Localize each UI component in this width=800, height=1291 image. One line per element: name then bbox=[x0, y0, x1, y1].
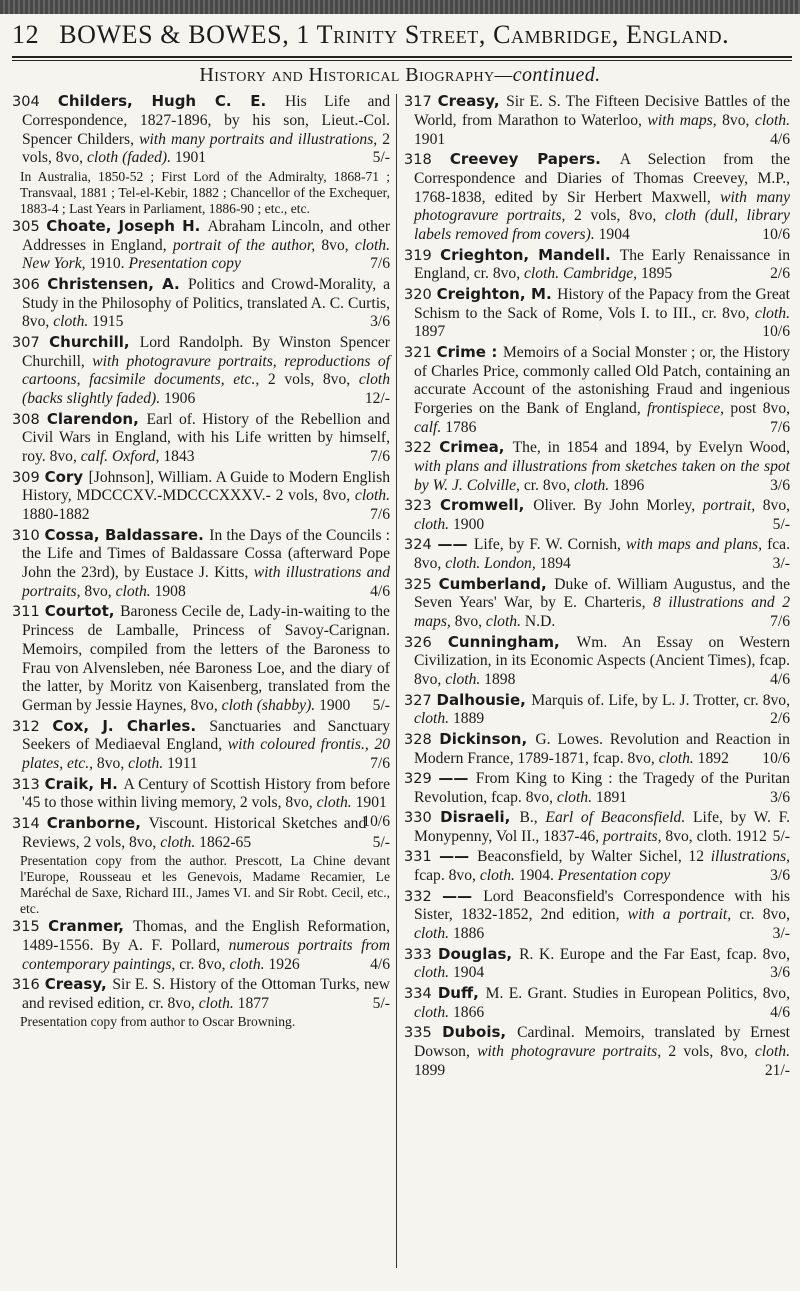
entry-date: 1911 bbox=[167, 755, 198, 773]
entry-binding: cloth (dull, library labels removed from covers). bbox=[414, 207, 790, 244]
entry-price: 2/6 bbox=[770, 265, 790, 283]
entry-number: 333 bbox=[404, 946, 439, 963]
entry-binding: cloth. Cambridge, bbox=[524, 265, 641, 283]
catalogue-entry bbox=[404, 343, 790, 438]
entry-text: In the Days of the Councils : the Life and Times of Baldassare Cossa (afterward Pope John the 23rd), by Eustace J. Kitts, bbox=[22, 526, 390, 582]
entry-binding: cloth. bbox=[754, 304, 790, 322]
entry-binding: cloth. bbox=[316, 794, 356, 812]
entry-heading: Creevey Papers. bbox=[449, 149, 620, 168]
entry-text: Life, by F. W. Cornish, bbox=[473, 536, 627, 554]
entry-presentation: Presentation copy bbox=[557, 867, 671, 885]
entry-heading: Dubois, bbox=[442, 1022, 518, 1041]
entry-number: 320 bbox=[404, 286, 437, 303]
entry-price: 3/6 bbox=[770, 867, 790, 885]
entry-date: 1889 bbox=[452, 710, 485, 728]
catalogue-entry bbox=[12, 410, 390, 467]
entry-binding: cloth. bbox=[414, 925, 453, 943]
left-column bbox=[12, 92, 390, 1030]
entry-number: 309 bbox=[12, 469, 45, 486]
entry-number: 321 bbox=[404, 344, 437, 361]
entry-heading: Courtot, bbox=[44, 602, 121, 621]
entry-format: fca. 8vo, bbox=[414, 536, 790, 573]
entry-heading: Cory bbox=[44, 467, 89, 486]
entry-price: 12/- bbox=[364, 390, 390, 408]
entry-format: 8vo, bbox=[762, 497, 791, 515]
catalogue-entry bbox=[404, 575, 790, 632]
entry-date: 1908 bbox=[154, 582, 186, 600]
catalogue-entry bbox=[404, 1023, 790, 1080]
entry-italic: with photogravure portraits, bbox=[477, 1042, 669, 1060]
entry-number: 330 bbox=[404, 810, 441, 827]
entry-format: post 8vo, bbox=[730, 400, 791, 418]
entry-heading: Cranborne, bbox=[46, 813, 149, 832]
entry-date: 1896 bbox=[613, 476, 645, 494]
entry-heading: Creasy, bbox=[44, 975, 113, 993]
top-border-band bbox=[0, 0, 800, 14]
entry-text: Memoirs of a Social Monster ; or, the History of Charles Price, commonly called Old Patch, containing an accurate Account of the astonishing Fraud and ingenious Forgeries on the Bank of England, bbox=[414, 343, 790, 418]
catalogue-entry bbox=[404, 535, 790, 574]
entry-binding: cloth. bbox=[115, 582, 155, 600]
header-rule bbox=[12, 56, 792, 58]
entry-text: Lord Beaconsfield's Correspondence with his Sister, 1832-1852, 2nd edition, bbox=[414, 887, 790, 924]
entry-number: 334 bbox=[404, 985, 438, 1002]
entry-text: Sir E. S. History of the Ottoman Turks, new and revised edition, cr. 8vo, bbox=[22, 976, 390, 1012]
entry-heading: Cromwell, bbox=[439, 496, 534, 515]
entry-date: 1904 bbox=[452, 964, 485, 982]
column-divider bbox=[396, 94, 397, 1268]
entry-text: Viscount. Historical Sketches and Reviews, 2 vols, 8vo, bbox=[22, 814, 367, 851]
entry-price: 4/6 bbox=[370, 582, 390, 600]
entry-binding: cloth (backs slightly faded). bbox=[22, 371, 390, 408]
catalogue-entry bbox=[404, 246, 790, 285]
entry-number: 306 bbox=[12, 276, 48, 293]
entry-binding: cloth. bbox=[485, 613, 525, 631]
entry-price: 10/6 bbox=[762, 226, 790, 244]
entry-date: 8vo, cloth. 1912 bbox=[665, 828, 767, 845]
entry-text: Marquis of. Life, by L. J. Trotter, cr. 8vo, bbox=[531, 691, 790, 709]
entry-format: cr. 8vo, bbox=[523, 476, 575, 494]
entry-heading: —— bbox=[438, 769, 476, 788]
entry-binding: cloth. bbox=[574, 476, 614, 494]
entry-price: 7/6 bbox=[770, 613, 790, 631]
entry-italic: with maps and plans, bbox=[626, 536, 768, 554]
entry-format: 2 vols, 8vo, bbox=[668, 1042, 755, 1060]
entry-number: 332 bbox=[404, 888, 443, 905]
entry-binding: cloth (faded). bbox=[86, 149, 175, 167]
entry-number: 310 bbox=[12, 527, 45, 544]
header-rule-thin bbox=[12, 60, 792, 61]
entry-date: 1901 bbox=[355, 794, 387, 812]
entry-number: 329 bbox=[404, 771, 439, 788]
entry-number: 317 bbox=[404, 94, 438, 110]
catalogue-entry bbox=[404, 633, 790, 690]
entry-binding: cloth. bbox=[658, 749, 698, 767]
entry-date: 1895 bbox=[640, 265, 673, 283]
entry-price: 4/6 bbox=[770, 1003, 790, 1021]
entry-binding: cloth. bbox=[128, 755, 168, 773]
entry-heading: Cunningham, bbox=[447, 632, 577, 651]
entry-date: 1900 bbox=[452, 516, 485, 534]
catalogue-entry bbox=[12, 975, 390, 1014]
page-header bbox=[12, 20, 792, 60]
entry-italic: with maps, bbox=[647, 111, 723, 129]
entry-date: 1900 bbox=[319, 697, 351, 715]
entry-binding: cloth. bbox=[445, 671, 485, 689]
entry-price: 2/6 bbox=[770, 710, 790, 728]
entry-italic: portrait of the author, bbox=[172, 236, 322, 254]
entry-heading: Cossa, Baldassare. bbox=[44, 525, 210, 544]
entry-date: 1915 bbox=[92, 313, 124, 331]
entry-price: 3/6 bbox=[370, 313, 390, 331]
entry-price: 7/6 bbox=[370, 755, 390, 773]
entry-italic: frontispiece, bbox=[647, 400, 731, 418]
entry-date: 1904. bbox=[518, 867, 558, 885]
entry-number: 304 bbox=[12, 94, 58, 110]
entry-number: 319 bbox=[404, 247, 441, 264]
section-continued: —continued. bbox=[494, 64, 601, 86]
entry-number: 327 bbox=[404, 692, 437, 709]
entry-date: 1886 bbox=[452, 925, 485, 943]
entry-price: 3/6 bbox=[770, 964, 790, 982]
entry-heading: Dickinson, bbox=[439, 729, 536, 748]
catalogue-entry bbox=[12, 217, 390, 274]
entry-text: Cardinal. Memoirs, translated by Ernest Dowson, bbox=[414, 1023, 790, 1060]
entry-price: 3/6 bbox=[770, 476, 790, 494]
entry-number: 323 bbox=[404, 498, 440, 515]
entry-date: 1901 bbox=[414, 130, 446, 148]
entry-binding: cloth. bbox=[479, 867, 519, 885]
catalogue-entry bbox=[404, 945, 790, 984]
entry-heading: —— bbox=[442, 886, 484, 905]
entry-binding: cloth (shabby). bbox=[221, 697, 320, 715]
entry-date: 1898 bbox=[484, 671, 516, 689]
entry-format: 8vo, bbox=[722, 111, 755, 129]
entry-heading: Cox, J. Charles. bbox=[52, 716, 210, 735]
entry-note: Presentation copy from author to Oscar Browning. bbox=[20, 1014, 296, 1030]
entry-format: 2 vols, 8vo, bbox=[574, 207, 665, 225]
entry-binding: cloth. New York, bbox=[22, 236, 390, 273]
entry-binding: cloth. London, bbox=[445, 555, 540, 573]
entry-price: 10/6 bbox=[362, 813, 390, 831]
entry-text: Beaconsfield, by Walter Sichel, 12 bbox=[477, 848, 711, 866]
entry-date: 1910. bbox=[89, 255, 129, 273]
entry-binding: cloth. bbox=[229, 955, 269, 973]
entry-price: 7/6 bbox=[770, 418, 790, 436]
entry-text: [Johnson], William. A Guide to Modern English History, MDCCCXV.-MDCCCXXXV.- 2 vols, 8vo, bbox=[22, 468, 390, 505]
entry-presentation: Presentation copy bbox=[128, 255, 241, 273]
entry-date: 1926 bbox=[268, 955, 300, 973]
catalogue-entry bbox=[404, 496, 790, 535]
catalogue-entry bbox=[12, 468, 390, 525]
entry-text: The Early Renaissance in England, cr. 8vo, bbox=[414, 246, 790, 283]
entry-date: N.D. bbox=[524, 613, 556, 631]
catalogue-entry bbox=[12, 333, 390, 409]
entry-number: 318 bbox=[404, 151, 450, 168]
entry-heading: Choate, Joseph H. bbox=[46, 216, 208, 235]
catalogue-entry bbox=[12, 526, 390, 602]
entry-number: 307 bbox=[12, 334, 50, 351]
entry-text: Sanctuaries and Sanctuary Seekers of Mediaeval England, bbox=[22, 717, 390, 754]
catalogue-entry bbox=[12, 275, 390, 332]
entry-number: 328 bbox=[404, 731, 440, 748]
entry-text: Sir E. S. The Fifteen Decisive Battles of the World, from Marathon to Waterloo, bbox=[414, 93, 790, 129]
entry-text: History of the Papacy from the Great Schism to the Sack of Rome, Vols I. to III., cr. 8vo, bbox=[414, 285, 790, 322]
publisher-line: BOWES & BOWES, 1 Trinity Street, Cambridge, England. bbox=[59, 20, 730, 49]
entry-text: A Selection from the Correspondence and Diaries of Thomas Creevey, M.P., 1768-1838, edited by Sir Herbert Maxwell, bbox=[414, 150, 790, 206]
entry-text: Wm. An Essay on Western Civilization, in its Economic Aspects (Ancient Times), fcap. 8vo, bbox=[414, 633, 790, 689]
entry-heading: Churchill, bbox=[49, 332, 140, 351]
entry-heading: —— bbox=[439, 847, 478, 866]
entry-format: 2 vols, 8vo, bbox=[267, 371, 359, 389]
section-heading bbox=[0, 64, 800, 87]
entry-number: 313 bbox=[12, 776, 45, 793]
entry-italic: numerous portraits from contemporary paintings, bbox=[22, 936, 390, 973]
entry-price: 5/- bbox=[372, 697, 390, 715]
catalogue-entry bbox=[12, 917, 390, 974]
entry-binding: calf. bbox=[414, 418, 446, 436]
entry-date: 1880-1882 bbox=[22, 506, 90, 524]
entry-text: His Life and Correspondence, 1827-1896, by his son, Lieut.-Col. Spencer Childers, bbox=[22, 93, 390, 148]
entry-number: 324 bbox=[404, 537, 438, 554]
entry-price: 4/6 bbox=[370, 955, 390, 973]
entry-date: 1862-65 bbox=[199, 833, 252, 851]
entry-number: 322 bbox=[404, 440, 440, 457]
entry-italic: illustrations, bbox=[710, 848, 790, 866]
entry-heading: Creighton, M. bbox=[436, 284, 558, 303]
entry-number: 308 bbox=[12, 411, 47, 428]
entry-price: 3/- bbox=[772, 925, 790, 943]
entry-price: 5/- bbox=[372, 994, 390, 1012]
entry-date: 1894 bbox=[539, 555, 571, 573]
entry-date: 1899 bbox=[414, 1061, 446, 1079]
entry-text: Politics and Crowd-Morality, a Study in the Philosophy of Politics, translated A. C. Curtis, 8vo, bbox=[22, 275, 390, 331]
entry-price: 21/- bbox=[764, 1061, 790, 1079]
entry-number: 331 bbox=[404, 849, 440, 866]
catalogue-entry bbox=[404, 691, 790, 730]
catalogue-entry bbox=[404, 150, 790, 245]
catalogue-entry bbox=[404, 285, 790, 342]
entry-date: 1786 bbox=[445, 418, 477, 436]
entry-text: Duke of. William Augustus, and the Seven Years' War, by E. Charteris, bbox=[414, 575, 790, 612]
catalogue-entry bbox=[404, 847, 790, 886]
entry-text: Baroness Cecile de, Lady-in-waiting to the Princess de Lamballe, Princess of Savoy-Carignan. Memoirs, compiled from the letters of the Baroness to Frau von Alvensleben, née Baroness Loe, and the diary of the latter, by Moritz von Kaisenberg, translated from the German by Jessie Haynes, 8vo, bbox=[22, 603, 390, 715]
entry-italic: portrait, bbox=[702, 497, 763, 515]
entry-date: 1866 bbox=[452, 1003, 485, 1021]
entry-date: 1891 bbox=[595, 788, 628, 806]
entry-price: 5/- bbox=[372, 833, 390, 851]
entry-heading: Childers, Hugh C. E. bbox=[57, 92, 285, 110]
entry-format: cr. 8vo, bbox=[739, 906, 791, 924]
entry-number: 311 bbox=[12, 604, 45, 621]
catalogue-entry bbox=[12, 717, 390, 774]
entry-italic: 8 illustrations and 2 maps, bbox=[414, 594, 790, 631]
entry-text: The, in 1854 and 1894, by Evelyn Wood, bbox=[512, 439, 790, 457]
entry-date: 1892 bbox=[697, 749, 729, 767]
entry-text: Oliver. By John Morley, bbox=[533, 497, 703, 515]
entry-italic: with many photogravure portraits, bbox=[414, 188, 790, 225]
catalogue-entry bbox=[404, 730, 790, 769]
entry-price: 7/6 bbox=[370, 255, 390, 273]
entry-price: 5/- bbox=[772, 516, 790, 534]
entry-italic: with plans and illustrations from sketches taken on the spot by W. J. Colville, bbox=[414, 458, 790, 494]
catalogue-entry bbox=[12, 92, 390, 168]
catalogue-entry bbox=[404, 92, 790, 149]
entry-date: 1897 bbox=[414, 323, 446, 341]
entry-number: 314 bbox=[12, 815, 47, 832]
entry-number: 315 bbox=[12, 919, 49, 936]
entry-note: In Australia, 1850-52 ; First Lord of the Admiralty, 1868-71 ; Transvaal, 1881 ; Tel-el-Kebir, 1882 ; Chancellor of the Exchequer, 1883-4 ; Last Years in Parliament, 1886-90 ; etc., etc. bbox=[20, 168, 390, 216]
entry-heading: Clarendon, bbox=[46, 409, 147, 428]
catalogue-entry bbox=[12, 602, 390, 716]
entry-heading: Douglas, bbox=[438, 944, 520, 963]
entry-text: Abraham Lincoln, and other Addresses in England, bbox=[22, 217, 391, 254]
right-column bbox=[404, 92, 790, 1081]
entry-italic: with a portrait, bbox=[627, 906, 740, 924]
entry-italic: with many portraits and illustrations, bbox=[139, 130, 383, 148]
entry-binding: cloth. bbox=[160, 833, 200, 851]
entry-price: 7/6 bbox=[370, 506, 390, 524]
entry-text: G. Lowes. Revolution and Reaction in Modern France, 1789-1871, fcap. 8vo, bbox=[414, 730, 790, 767]
entry-format: 8vo, bbox=[84, 582, 116, 600]
entry-heading: Duff, bbox=[437, 983, 486, 1002]
catalogue-entry bbox=[404, 887, 790, 944]
entry-price: 5/- bbox=[372, 149, 390, 167]
section-title: History and Historical Biography bbox=[199, 64, 495, 86]
entry-italic: with photogravure portraits, reproductions of cartoons, facsimile documents, etc., bbox=[22, 352, 390, 389]
entry-text: R. K. Europe and the Far East, fcap. 8vo, bbox=[519, 945, 790, 963]
entry-format: 8vo, bbox=[321, 236, 355, 254]
entry-format: 8vo, bbox=[96, 755, 129, 773]
entry-text: From King to King : the Tragedy of the Puritan Revolution, fcap. 8vo, bbox=[414, 770, 790, 806]
entry-heading: Cranmer, bbox=[48, 917, 134, 936]
entry-number: 312 bbox=[12, 718, 53, 735]
entry-price: 7/6 bbox=[370, 448, 390, 466]
entry-format: cr. 8vo, bbox=[179, 955, 230, 973]
entry-binding: cloth. bbox=[354, 487, 390, 505]
entry-price: 4/6 bbox=[770, 130, 790, 148]
entry-format: Life, by W. F. Monypenny, Vol II., 1837-46, bbox=[414, 809, 790, 845]
entry-heading: Crimea, bbox=[439, 438, 513, 457]
catalogue-entry bbox=[404, 438, 790, 495]
entry-binding: calf. Oxford, bbox=[80, 448, 164, 466]
entry-text: A Century of Scottish History from before '45 to those within living memory, 2 vols, 8vo, bbox=[22, 775, 390, 812]
entry-heading: —— bbox=[437, 535, 474, 554]
entry-number: 325 bbox=[404, 576, 439, 593]
entry-date: 1843 bbox=[163, 448, 195, 466]
entry-heading: Christensen, A. bbox=[47, 274, 188, 293]
entry-number: 326 bbox=[404, 634, 448, 651]
entry-heading: Dalhousie, bbox=[436, 690, 532, 709]
entry-price: 3/- bbox=[772, 555, 790, 573]
catalogue-entry bbox=[404, 808, 790, 847]
entry-number: 316 bbox=[12, 977, 45, 993]
entry-binding: cloth. bbox=[414, 710, 453, 728]
entry-price: 10/6 bbox=[762, 749, 790, 767]
entry-text: M. E. Grant. Studies in European Politics, 8vo, bbox=[485, 984, 790, 1002]
entry-binding: cloth. bbox=[414, 516, 453, 534]
entry-price: 3/6 bbox=[770, 788, 790, 806]
entry-heading: Creasy, bbox=[437, 92, 507, 110]
entry-price: 10/6 bbox=[762, 323, 790, 341]
entry-note: Presentation copy from the author. Prescott, La Chine devant l'Europe, Rousseau et les Genevois, Madame Recamier, Le Maréchal de Saxe, Richard III., James VI. and Sir Robt. Cecil, etc., etc. bbox=[20, 853, 390, 917]
entry-format: 8vo, bbox=[454, 613, 486, 631]
entry-binding: cloth. bbox=[754, 1042, 790, 1060]
entry-text: Thomas, and the English Reformation, 1489-1556. By A. F. Pollard, bbox=[22, 918, 390, 954]
page-number: 12 bbox=[12, 20, 40, 49]
entry-format: 2 vols, 8vo, bbox=[22, 130, 390, 167]
entry-date: 1901 bbox=[174, 149, 207, 167]
entry-number: 335 bbox=[404, 1024, 443, 1041]
entry-heading: Crime : bbox=[436, 342, 503, 361]
entry-heading: Craik, H. bbox=[44, 774, 124, 793]
entry-binding: cloth. bbox=[556, 788, 596, 806]
entry-binding: cloth. bbox=[198, 994, 238, 1012]
entry-heading: Crieghton, Mandell. bbox=[440, 245, 620, 264]
catalogue-entry bbox=[404, 769, 790, 808]
entry-italic: Earl of Beaconsfield. bbox=[545, 809, 694, 827]
entry-price: 5/- bbox=[772, 828, 790, 845]
entry-italic: with coloured frontis., 20 plates, etc., bbox=[22, 736, 390, 773]
entry-italic: with illustrations and portraits, bbox=[22, 564, 390, 600]
entry-number: 305 bbox=[12, 218, 47, 235]
entry-date: 1906 bbox=[164, 390, 196, 408]
entry-heading: Cumberland, bbox=[438, 574, 555, 593]
entry-binding: cloth. bbox=[414, 1003, 453, 1021]
entry-heading: Disraeli, bbox=[440, 808, 520, 827]
entry-binding: cloth. bbox=[414, 964, 453, 982]
entry-text: Earl of. History of the Rebellion and Civil Wars in England, with his Life written by himself, roy. 8vo, bbox=[22, 410, 390, 466]
entry-binding: cloth. bbox=[53, 313, 93, 331]
entry-text: Lord Randolph. By Winston Spencer Churchill, bbox=[22, 333, 390, 370]
entry-date: 1904 bbox=[598, 226, 630, 244]
entry-format: fcap. 8vo, bbox=[414, 867, 480, 885]
entry-binding: cloth. bbox=[754, 111, 790, 129]
entry-date: 1877 bbox=[237, 994, 269, 1012]
catalogue-entry bbox=[404, 984, 790, 1023]
entry-binding: portraits, bbox=[603, 828, 666, 845]
entry-price: 4/6 bbox=[770, 671, 790, 689]
catalogue-entry bbox=[12, 814, 390, 853]
entry-text: B., bbox=[519, 809, 546, 827]
